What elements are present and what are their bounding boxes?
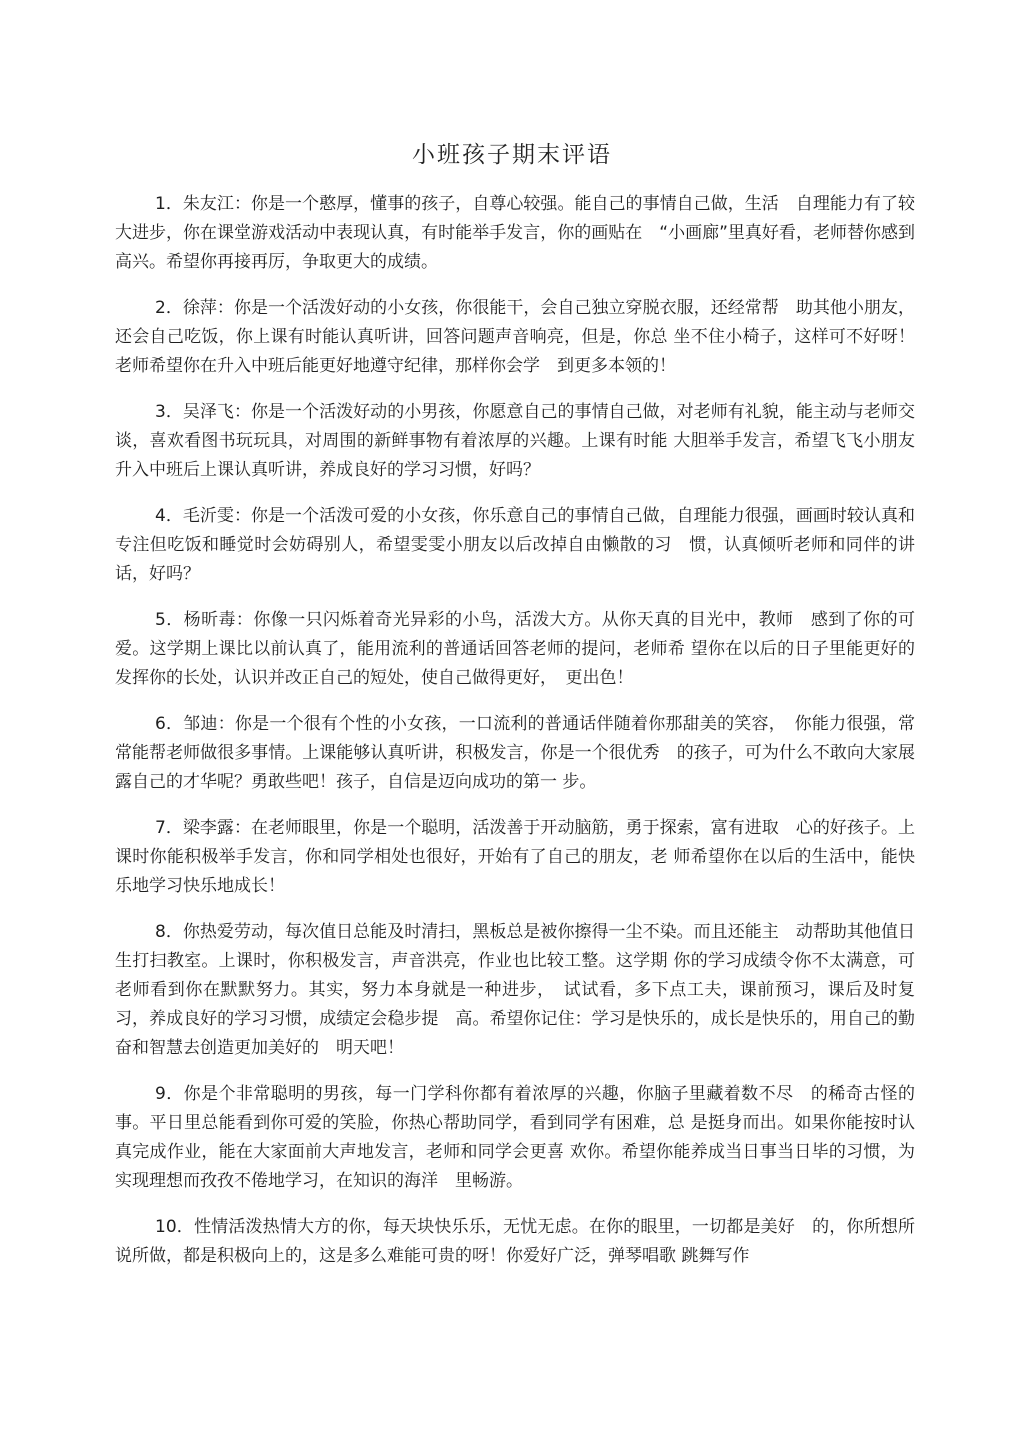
comment-paragraph-5: 5．杨昕毒：你像一只闪烁着奇光异彩的小鸟，活泼大方。从你天真的目光中，教师 感到了你的可爱。这学期上课比以前认真了，能用流利的普通话回答老师的提问，老师希 望你在以后的日子里能更好的发挥你的长处，认识并改正自己的短处，使自己做得更好， 更出色！ xyxy=(115,610,915,688)
document-title: 小班孩子期末评语 xyxy=(412,142,612,168)
comment-paragraph-8: 8．你热爱劳动，每次值日总能及时清扫，黑板总是被你擦得一尘不染。而且还能主 动帮助其他值日生打扫教室。上课时，你积极发言，声音洪亮，作业也比较工整。这学期 你的学习成绩令你不太满意，可老师看到你在默默努力。其实，努力本身就是一种进步， 试试看，多下点工夫，课前预习，课后及时复习，养成良好的学习习惯，成绩定会稳步提 高。希望你记住：学习是快乐的，成长是快乐的，用自己的勤奋和智慧去创造更加美好的 明天吧！ xyxy=(115,922,915,1058)
comment-paragraph-7: 7．梁李露：在老师眼里，你是一个聪明，活泼善于开动脑筋，勇于探索，富有进取 心的好孩子。上课时你能积极举手发言，你和同学相处也很好，开始有了自己的朋友，老 师希望你在以后的生活中，能快乐地学习快乐地成长！ xyxy=(115,818,915,896)
comment-paragraph-9: 9．你是个非常聪明的男孩，每一门学科你都有着浓厚的兴趣，你脑子里藏着数不尽 的稀奇古怪的事。平日里总能看到你可爱的笑脸，你热心帮助同学，看到同学有困难，总 是挺身而出。如果你能按时认真完成作业，能在大家面前大声地发言，老师和同学会更喜 欢你。希望你能养成当日事当日毕的习惯，为实现理想而孜孜不倦地学习，在知识的海洋 里畅游。 xyxy=(115,1084,915,1191)
comment-paragraph-10: 10．性情活泼热情大方的你，每天块快乐乐，无忧无虑。在你的眼里，一切都是美好 的，你所想所说所做，都是积极向上的，这是多么难能可贵的呀！你爱好广泛，弹琴唱歌 跳舞写作 xyxy=(115,1217,915,1266)
comment-paragraph-1: 1．朱友江：你是一个憨厚，懂事的孩子，自尊心较强。能自己的事情自己做，生活 自理能力有了较大进步，你在课堂游戏活动中表现认真，有时能举手发言，你的画贴在 “小画廊”里真好看，老师替你感到高兴。希望你再接再厉，争取更大的成绩。 xyxy=(115,194,915,272)
comment-paragraph-6: 6．邹迪：你是一个很有个性的小女孩，一口流利的普通话伴随着你那甜美的笑容， 你能力很强，常常能帮老师做很多事情。上课能够认真听讲，积极发言，你是一个很优秀 的孩子，可为什么不敢向大家展露自己的才华呢？勇敢些吧！孩子，自信是迈向成功的第一 步。 xyxy=(115,714,915,792)
comment-paragraph-2: 2．徐萍：你是一个活泼好动的小女孩，你很能干，会自己独立穿脱衣服，还经常帮 助其他小朋友，还会自己吃饭，你上课有时能认真听讲，回答问题声音响亮，但是，你总 坐不住小椅子，这样可不好呀！老师希望你在升入中班后能更好地遵守纪律，那样你会学 到更多本领的！ xyxy=(115,298,915,376)
comment-paragraph-4: 4．毛沂雯：你是一个活泼可爱的小女孩，你乐意自己的事情自己做，自理能力很强，画画时较认真和专注但吃饭和睡觉时会妨碍别人，希望雯雯小朋友以后改掉自由懒散的习 惯，认真倾听老师和同伴的讲话，好吗？ xyxy=(115,506,915,584)
document-body xyxy=(115,190,915,1288)
comment-paragraph-3: 3．吴泽飞：你是一个活泼好动的小男孩，你愿意自己的事情自己做，对老师有礼貌，能主动与老师交谈，喜欢看图书玩玩具，对周围的新鲜事物有着浓厚的兴趣。上课有时能 大胆举手发言，希望飞飞小朋友升入中班后上课认真听讲，养成良好的学习习惯，好吗？ xyxy=(115,402,915,480)
